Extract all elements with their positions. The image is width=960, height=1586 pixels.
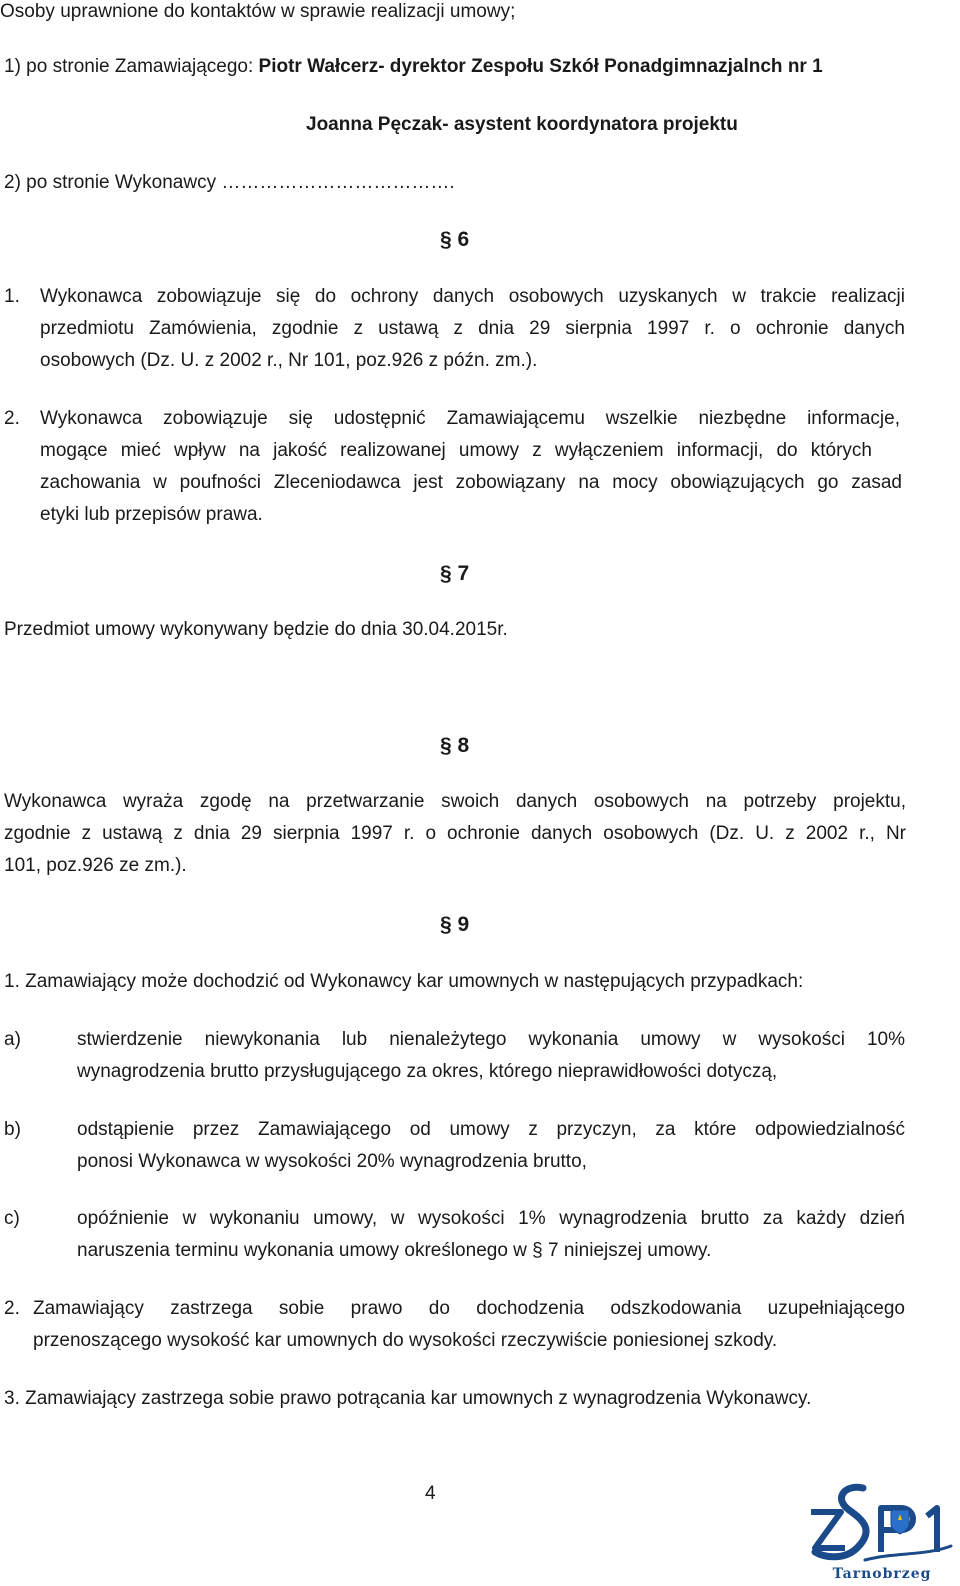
section-9-b-line: odstąpienie przez Zamawiającego od umowy z przyczyn, za które odpowiedzialność xyxy=(77,1119,905,1140)
section-8-line: 101, poz.926 ze zm.). xyxy=(4,855,187,876)
contact-item-1-person: Piotr Wałcerz- dyrektor Zespołu Szkół Ponadgimnazjalnch nr 1 xyxy=(258,56,823,77)
section-8-line: zgodnie z ustawą z dnia 29 sierpnia 1997 r. o ochronie danych osobowych (Dz. U. z 2002 r., Nr xyxy=(4,823,906,844)
section-9-a-marker: a) xyxy=(4,1029,21,1050)
section-9-title: § 9 xyxy=(440,913,470,936)
section-9-a-line: stwierdzenie niewykonania lub nienależytego wykonania umowy w wysokości 10% xyxy=(77,1029,905,1050)
contact-item-1-prefix: 1) po stronie Zamawiającego: xyxy=(4,56,254,77)
section-6-p1-line: Wykonawca zobowiązuje się do ochrony danych osobowych uzyskanych w trakcie realizacji xyxy=(40,286,905,307)
section-7-text: Przedmiot umowy wykonywany będzie do dnia 30.04.2015r. xyxy=(4,619,508,640)
section-9-a-line: wynagrodzenia brutto przysługującego za okres, którego nieprawidłowości dotyczą, xyxy=(77,1061,778,1082)
section-8-title: § 8 xyxy=(440,734,470,757)
section-6-p1-marker: 1. xyxy=(4,286,20,307)
section-6-p2-line: Wykonawca zobowiązuje się udostępnić Zamawiającemu wszelkie niezbędne informacje, xyxy=(40,408,900,429)
section-6-p1-line: przedmiotu Zamówienia, zgodnie z ustawą z dnia 29 sierpnia 1997 r. o ochronie danych xyxy=(40,318,905,339)
section-6-p2-line: zachowania w poufności Zleceniodawca jest zobowiązany na mocy obowiązujących go zasad xyxy=(40,472,902,493)
contact-item-1-person-2: Joanna Pęczak- asystent koordynatora projektu xyxy=(306,114,738,135)
logo-graphic xyxy=(805,1482,955,1566)
section-9-c-marker: c) xyxy=(4,1208,20,1229)
section-7-title: § 7 xyxy=(440,562,470,585)
logo-caption: Tarnobrzeg xyxy=(832,1566,932,1582)
section-9-p3: 3. Zamawiający zastrzega sobie prawo potrącania kar umownych z wynagrodzenia Wykonawcy. xyxy=(4,1388,812,1409)
section-6-p2-line: mogące mieć wpływ na jakość realizowanej umowy z wyłączeniem informacji, do których xyxy=(40,440,872,461)
contacts-heading: Osoby uprawnione do kontaktów w sprawie realizacji umowy; xyxy=(0,1,516,22)
section-9-c-line: naruszenia terminu wykonania umowy określonego w § 7 niniejszej umowy. xyxy=(77,1240,712,1261)
section-6-p2-line: etyki lub przepisów prawa. xyxy=(40,504,263,525)
page-number: 4 xyxy=(425,1483,436,1504)
contact-item-1 xyxy=(4,51,823,83)
section-9-p2-line: Zamawiający zastrzega sobie prawo do dochodzenia odszkodowania uzupełniającego xyxy=(33,1298,905,1319)
section-9-p2-line: przenoszącego wysokość kar umownych do wysokości rzeczywiście poniesionej szkody. xyxy=(33,1330,778,1351)
section-9-p2-marker: 2. xyxy=(4,1298,20,1319)
section-8-line: Wykonawca wyraża zgodę na przetwarzanie swoich danych osobowych na potrzeby projektu, xyxy=(4,791,906,812)
section-9-p1: 1. Zamawiający może dochodzić od Wykonawcy kar umownych w następujących przypadkach: xyxy=(4,971,804,992)
section-6-p1-line: osobowych (Dz. U. z 2002 r., Nr 101, poz.926 z późn. zm.). xyxy=(40,350,538,371)
section-9-c-line: opóźnienie w wykonaniu umowy, w wysokości 1% wynagrodzenia brutto za każdy dzień xyxy=(77,1208,905,1229)
section-9-b-marker: b) xyxy=(4,1119,21,1140)
section-9-b-line: ponosi Wykonawca w wysokości 20% wynagrodzenia brutto, xyxy=(77,1151,587,1172)
contact-item-2: 2) po stronie Wykonawcy ………………………………. xyxy=(4,172,455,193)
section-6-p2-marker: 2. xyxy=(4,408,20,429)
section-6-title: § 6 xyxy=(440,228,470,251)
